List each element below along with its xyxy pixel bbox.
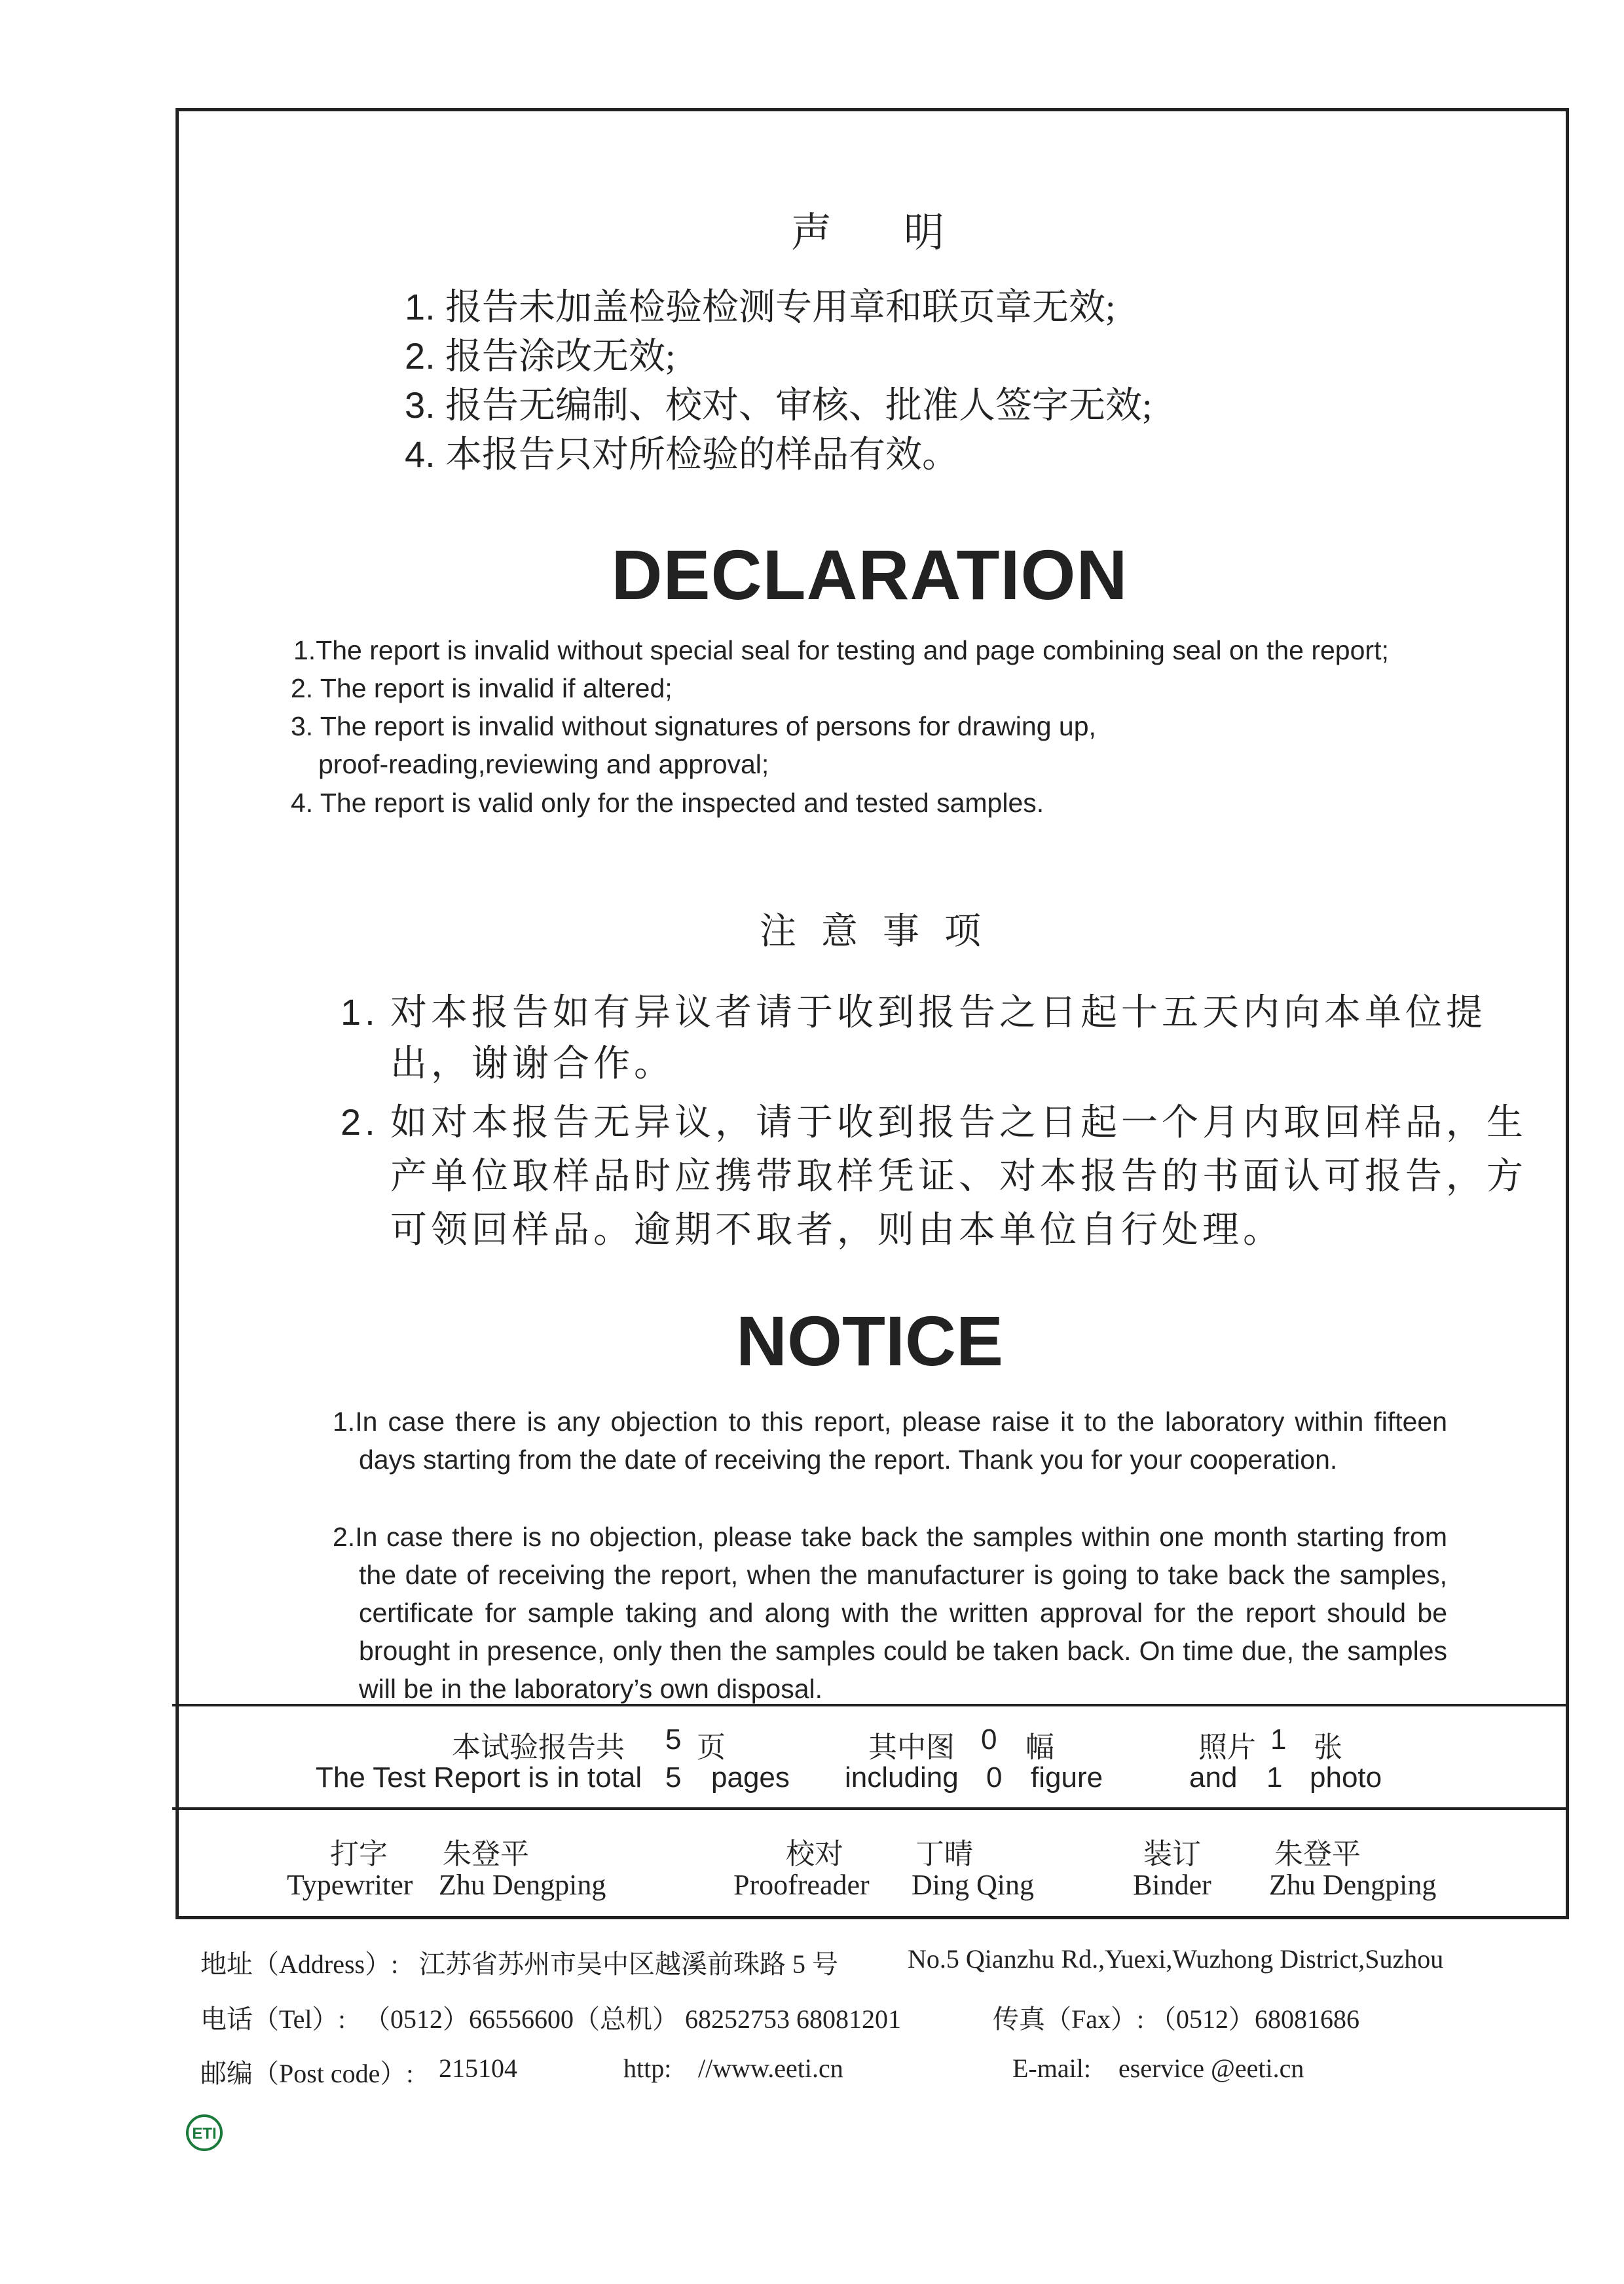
sig-proofreader-cn-name: 丁晴 [915,1838,973,1870]
declaration-item: 1.The report is invalid without special seal for testing and page combining seal on the report; [293,635,1389,665]
summary-cn-photo-label: 照片 [1198,1731,1256,1763]
footer-post: 215104 [439,2054,517,2083]
summary-en-total-label: The Test Report is in total [316,1761,642,1794]
declaration-item: 4. The report is valid only for the inspected and tested samples. [291,788,1044,818]
summary-figures: 0 [981,1723,997,1756]
notice-item-2: 2.In case there is no objection, please take back the samples within one month starting from the date of receiving the report, when the manufacturer is going to take back the samples, certificate for sample taking and along with the written approval for the report should be brought in presence, only then the samples could be taken back. On time due, the samples will be in the laboratory’s own disposal. [333,1522,1447,1704]
declaration-title: DECLARATION [611,535,1128,614]
declaration-item-continued: proof-reading,reviewing and approval; [318,749,769,779]
sig-proofreader-en-name: Ding Qing [912,1869,1034,1901]
summary-en-and: and [1189,1761,1238,1794]
summary-cn-pages: 页 [697,1731,726,1763]
cn-declaration-item: 3. 报告无编制、校对、审核、批准人签字无效; [405,384,1153,426]
summary-en-pages: pages [711,1761,790,1794]
cn-declaration-item: 1. 报告未加盖检验检测专用章和联页章无效; [405,286,1116,328]
cn-notice-item-2-cont: 产单位取样品时应携带取样凭证、对本报告的书面认可报告，方 [390,1156,1527,1197]
cn-notice-item-2: 2. 如对本报告无异议，请于收到报告之日起一个月内取回样品，生 [341,1101,1527,1143]
sig-proofreader-en-role: Proofreader [733,1869,870,1901]
summary-cn-figure-label: 其中图 [868,1731,955,1763]
footer-fax-label: 传真（Fax）: [993,2004,1145,2034]
footer-http-label: http: [623,2054,672,2083]
eti-logo-icon [185,2113,224,2152]
summary-cn-photo-unit: 张 [1314,1731,1342,1763]
summary-photos: 1 [1270,1723,1287,1756]
notice-item-1: 1.In case there is any objection to this report, please raise it to the laboratory within fifteen days starting from the date of receiving the report. Thank you for your cooperation. [333,1407,1447,1475]
footer-address-en: No.5 Qianzhu Rd.,Yuexi,Wuzhong District,Suzhou [908,1944,1444,1974]
sig-binder-en-role: Binder [1133,1869,1211,1901]
summary-divider-bottom [172,1807,1569,1810]
sig-typewriter-en-name: Zhu Dengping [439,1869,606,1901]
footer-email-label: E-mail: [1012,2054,1091,2083]
footer-address-label: 地址（Address）: [200,1949,399,1979]
declaration-item: 3. The report is invalid without signatures of persons for drawing up, [291,711,1096,741]
summary-total-en: 5 [665,1761,682,1794]
sig-binder-cn-name: 朱登平 [1274,1838,1361,1870]
summary-en-photo: photo [1310,1761,1382,1794]
summary-photos-en: 1 [1266,1761,1283,1794]
sig-binder-cn-role: 装订 [1143,1838,1201,1870]
logo-text: ETI [192,2125,217,2143]
summary-cn-total-label: 本试验报告共 [452,1731,625,1763]
summary-figures-en: 0 [986,1761,1003,1794]
summary-cn-figure-unit: 幅 [1025,1731,1054,1763]
summary-en-including: including [845,1761,959,1794]
cn-notice-item-2-cont: 可领回样品。逾期不取者，则由本单位自行处理。 [390,1210,1283,1251]
footer-tel-label: 电话（Tel）: [200,2004,346,2034]
declaration-item: 2. The report is invalid if altered; [291,673,673,703]
footer-email[interactable]: eservice @eeti.cn [1118,2054,1304,2083]
footer-fax: （0512）68081686 [1150,2004,1359,2034]
sig-typewriter-cn-name: 朱登平 [443,1838,529,1870]
summary-total: 5 [665,1723,682,1756]
cn-declaration-item: 4. 本报告只对所检验的样品有效。 [405,433,959,475]
sig-proofreader-cn-role: 校对 [786,1838,843,1870]
cn-declaration-title: 声明 [791,211,1017,255]
sig-typewriter-en-role: Typewriter [287,1869,413,1901]
cn-notice-item-1: 1. 对本报告如有异议者请于收到报告之日起十五天内向本单位提 [341,991,1486,1033]
footer-post-label: 邮编（Post code）: [200,2059,414,2088]
cn-declaration-item: 2. 报告涂改无效; [405,335,676,377]
footer-http[interactable]: //www.eeti.cn [698,2054,843,2083]
footer-tel: （0512）66556600（总机） 68252753 68081201 [364,2004,901,2034]
cn-notice-title: 注意事项 [760,910,1006,951]
sig-binder-en-name: Zhu Dengping [1269,1869,1437,1901]
footer-address-cn: 江苏省苏州市吴中区越溪前珠路 5 号 [419,1949,838,1979]
sig-typewriter-cn-role: 打字 [330,1838,388,1870]
notice-title: NOTICE [735,1301,1003,1380]
cn-notice-item-1-cont: 出，谢谢合作。 [390,1044,674,1084]
summary-en-figure: figure [1031,1761,1103,1794]
